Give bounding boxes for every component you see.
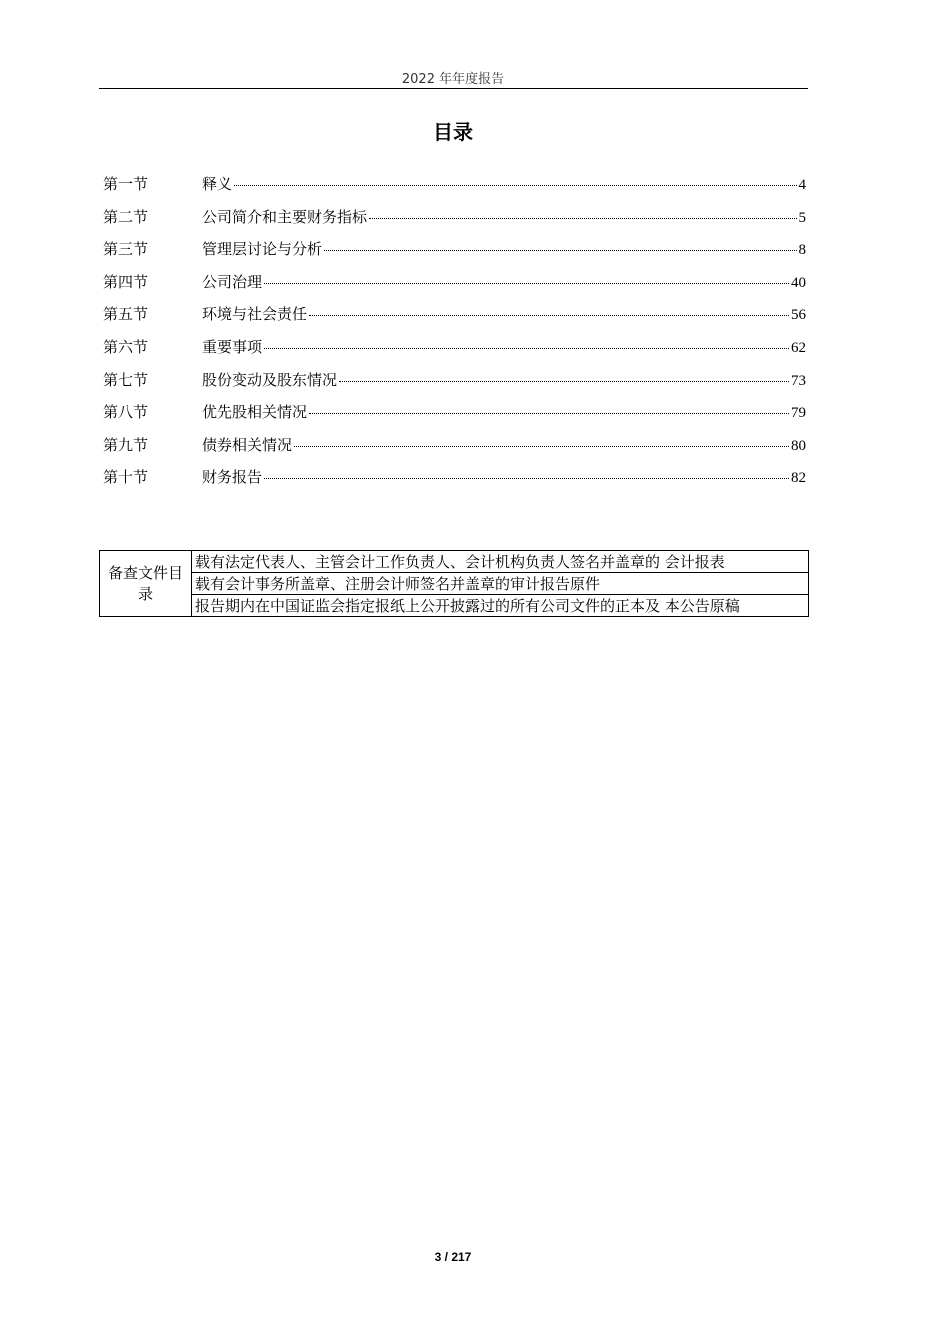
toc-section-number: 第六节 (103, 337, 149, 356)
reference-document-item: 载有法定代表人、主管会计工作负责人、会计机构负责人签名并盖章的 会计报表 (192, 551, 809, 573)
toc-section-title: 管理层讨论与分析 (202, 240, 323, 259)
toc-section-title: 优先股相关情况 (202, 403, 308, 422)
toc-page-number: 8 (798, 242, 806, 259)
toc-section-title: 重要事项 (202, 337, 263, 356)
toc-page-number: 4 (798, 177, 806, 193)
toc-section-number: 第八节 (103, 403, 149, 422)
toc-section-title: 财务报告 (202, 468, 263, 487)
toc-page-number: 62 (791, 339, 806, 356)
table-row (100, 573, 809, 595)
toc-section-title: 环境与社会责任 (202, 305, 308, 324)
toc-dot-leader (324, 250, 796, 251)
toc-section-title: 公司简介和主要财务指标 (202, 207, 368, 226)
toc-entry[interactable] (103, 369, 806, 402)
toc-entry[interactable] (103, 238, 806, 271)
toc-entry[interactable] (103, 271, 806, 304)
toc-section-title: 债券相关情况 (202, 435, 293, 454)
table-of-contents (103, 173, 806, 499)
toc-dot-leader (264, 478, 789, 479)
toc-dot-leader (369, 218, 796, 219)
reference-document-item: 载有会计事务所盖章、注册会计师签名并盖章的审计报告原件 (192, 573, 809, 595)
report-header-title: 2022 年年度报告 (401, 72, 505, 87)
page-number: 3 / 217 (434, 1250, 472, 1264)
toc-section-title: 公司治理 (202, 272, 263, 291)
toc-page-number: 56 (791, 307, 806, 324)
toc-page-number: 5 (798, 209, 806, 226)
toc-section-number: 第九节 (103, 435, 149, 454)
reference-document-item: 报告期内在中国证监会指定报纸上公开披露过的所有公司文件的正本及 本公告原稿 (192, 595, 809, 617)
toc-page-number: 79 (791, 405, 806, 422)
toc-section-number: 第十节 (103, 468, 149, 487)
toc-page-number: 40 (791, 274, 806, 291)
table-row (100, 551, 809, 573)
toc-dot-leader (234, 185, 796, 186)
page-title: 目录 (433, 120, 473, 144)
reference-documents-label: 备查文件目录 (100, 551, 192, 617)
toc-page-number: 82 (791, 470, 806, 487)
toc-entry[interactable] (103, 336, 806, 369)
toc-section-number: 第四节 (103, 272, 149, 291)
toc-dot-leader (264, 283, 789, 284)
toc-entry[interactable] (103, 173, 806, 206)
toc-entry[interactable] (103, 206, 806, 239)
toc-page-number: 73 (791, 372, 806, 389)
toc-dot-leader (294, 446, 789, 447)
toc-section-title: 释义 (202, 175, 233, 193)
toc-entry[interactable] (103, 434, 806, 467)
toc-section-number: 第二节 (103, 207, 149, 226)
toc-section-number: 第一节 (103, 175, 149, 193)
toc-page-number: 80 (791, 437, 806, 454)
toc-section-number: 第七节 (103, 370, 149, 389)
toc-dot-leader (309, 413, 789, 414)
toc-section-number: 第三节 (103, 240, 149, 259)
toc-entry[interactable] (103, 401, 806, 434)
toc-section-title: 股份变动及股东情况 (202, 370, 338, 389)
toc-entry[interactable] (103, 303, 806, 336)
toc-dot-leader (264, 348, 789, 349)
header-divider (99, 88, 808, 89)
toc-dot-leader (339, 381, 789, 382)
table-row (100, 595, 809, 617)
reference-documents-table (99, 550, 809, 617)
toc-dot-leader (309, 315, 789, 316)
toc-section-number: 第五节 (103, 305, 149, 324)
toc-entry[interactable] (103, 466, 806, 499)
